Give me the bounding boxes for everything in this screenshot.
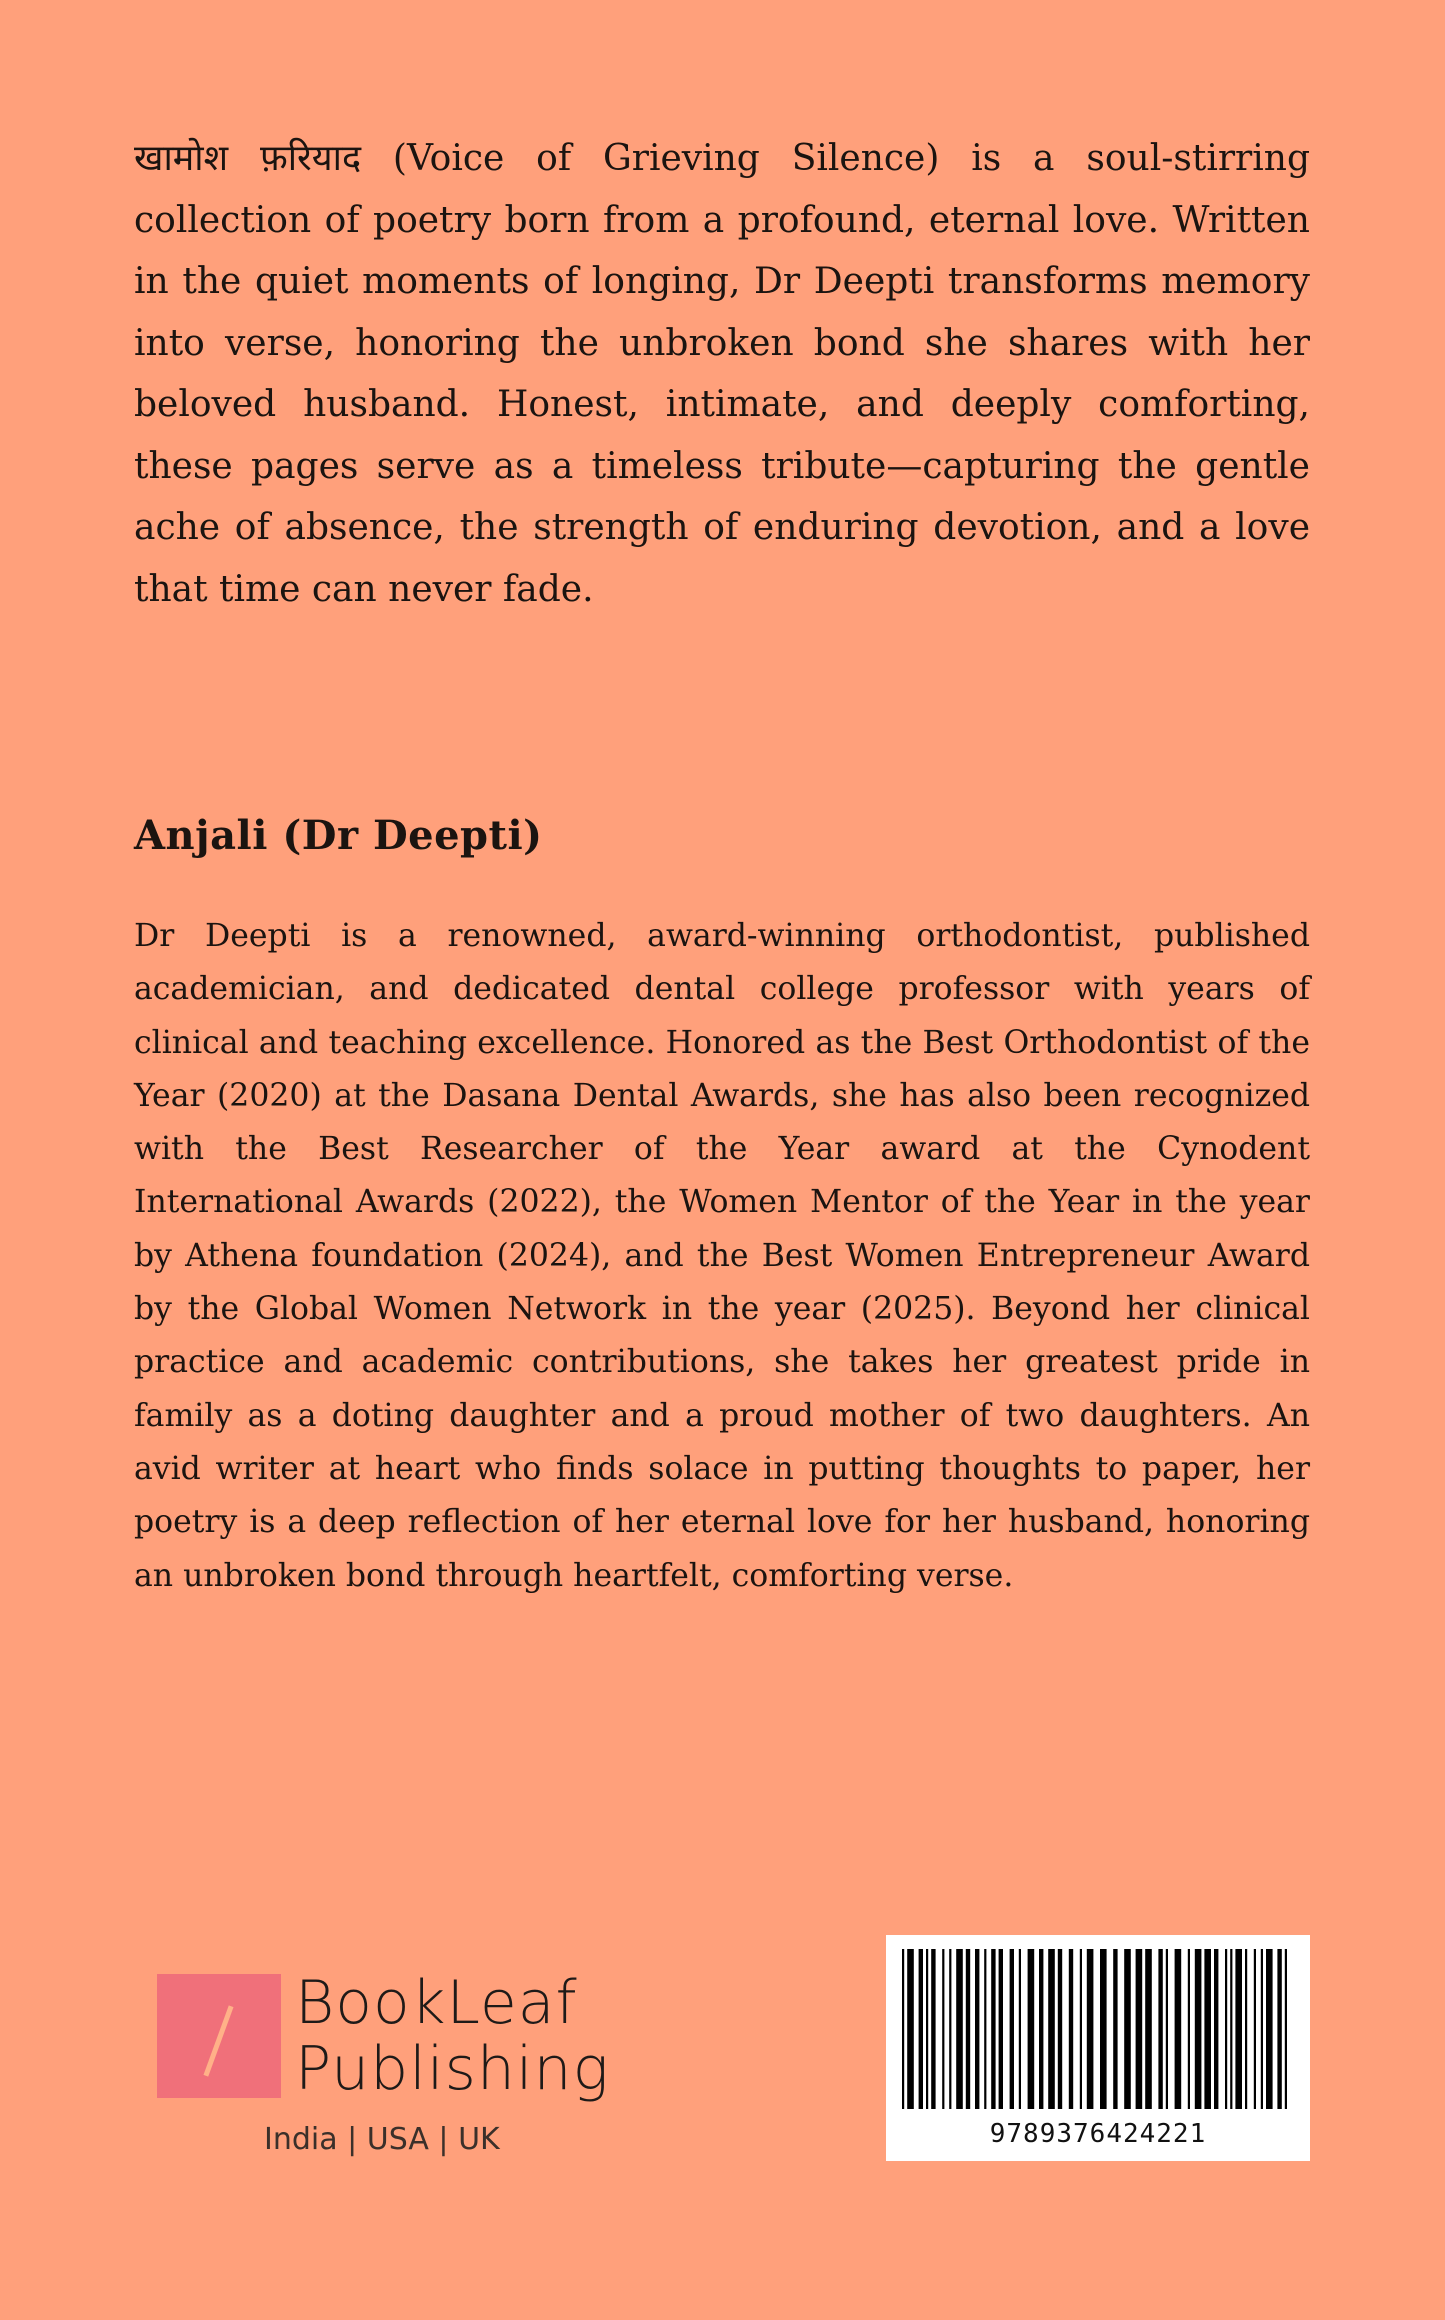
publisher-logo-mark xyxy=(157,1974,281,2098)
barcode-bar xyxy=(1039,1949,1043,2109)
barcode-bar xyxy=(1277,1949,1281,2109)
isbn-number: 9789376424221 xyxy=(989,2119,1207,2149)
barcode-bar xyxy=(975,1949,979,2109)
publisher-name-line2: Publishing xyxy=(295,2034,610,2104)
barcode-bar xyxy=(1124,1949,1131,2109)
barcode-bar xyxy=(1058,1949,1062,2109)
publisher-name-line1: BookLeaf xyxy=(295,1968,578,2038)
barcode-bar xyxy=(1195,1949,1202,2109)
barcode-bar xyxy=(1175,1949,1182,2109)
barcode-icon xyxy=(900,1949,1296,2109)
barcode-bar xyxy=(956,1949,963,2109)
publisher-name xyxy=(295,1970,610,2102)
publisher-countries: India | USA | UK xyxy=(264,2122,500,2157)
barcode-bar xyxy=(1069,1949,1073,2109)
author-bio: Dr Deepti is a renowned, award-winning orthodontist, published academician, and dedicated dental college professor with years of clinical and teaching excellence. Honored as the Best Orthodontist of the Year (2020) at the Dasana Dental Awards, she has also been recognized with the Best Researcher of the Year award at the Cynodent International Awards (2022), the Women Mentor of the Year in the year by Athena foundation (2024), and the Best Women Entrepreneur Award by the Global Women Network in the year (2025). Beyond her clinical practice and academic contributions, she takes her greatest pride in family as a doting daughter and a proud mother of two daughters. An avid writer at heart who finds solace in putting thoughts to paper, her poetry is a deep reflection of her eternal love for her husband, honoring an unbroken bond through heartfelt, comforting verse. xyxy=(134,918,1310,1594)
barcode-bar xyxy=(1235,1949,1242,2109)
barcode-bar xyxy=(1136,1949,1143,2109)
barcode-bar xyxy=(1204,1949,1211,2109)
barcode-bar xyxy=(1019,1949,1021,2109)
publisher-logo xyxy=(157,1970,617,2170)
barcode-bar xyxy=(902,1949,904,2109)
barcode-bar xyxy=(1261,1949,1263,2109)
barcode-bar xyxy=(1048,1949,1055,2109)
barcode-bar xyxy=(919,1949,923,2109)
barcode-bar xyxy=(1285,1949,1287,2109)
barcode-bar xyxy=(1230,1949,1232,2109)
barcode-bar xyxy=(1166,1949,1168,2109)
barcode-bar xyxy=(1225,1949,1227,2109)
barcode-bar xyxy=(1113,1949,1117,2109)
barcode-bar xyxy=(966,1949,970,2109)
barcode-bar xyxy=(1245,1949,1247,2109)
barcode-bar xyxy=(1266,1949,1273,2109)
barcode-bar xyxy=(999,1949,1003,2109)
barcode-bar xyxy=(1080,1949,1082,2109)
barcode-bar xyxy=(949,1949,951,2109)
book-blurb: खामोश फ़रियाद (Voice of Grieving Silence) is a soul-stirring collection of poetry born from a profound, eternal love. Written in the quiet moments of longing, Dr Deepti transforms memory into verse, honoring the unbroken bond she shares with her beloved husband. Honest, intimate, and deeply comforting, these pages serve as a timeless tribute—capturing the gentle ache of absence, the strength of enduring devotion, and a love that time can never fade. xyxy=(134,138,1310,610)
barcode-bar xyxy=(1254,1949,1256,2109)
barcode-bar xyxy=(907,1949,914,2109)
barcode-bar xyxy=(1188,1949,1190,2109)
barcode-bar xyxy=(991,1949,995,2109)
barcode-bar xyxy=(1214,1949,1218,2109)
barcode-bar xyxy=(926,1949,928,2109)
barcode-bar xyxy=(1010,1949,1014,2109)
barcode-bar xyxy=(1158,1949,1162,2109)
isbn-barcode xyxy=(886,1935,1310,2161)
slash-icon xyxy=(203,2005,233,2076)
barcode-bar xyxy=(1145,1949,1152,2109)
barcode-bar xyxy=(984,1949,986,2109)
barcode-bar xyxy=(1100,1949,1107,2109)
author-name: Anjali (Dr Deepti) xyxy=(134,812,543,859)
barcode-bar xyxy=(1087,1949,1094,2109)
barcode-bar xyxy=(942,1949,944,2109)
barcode-bar xyxy=(931,1949,935,2109)
barcode-bar xyxy=(1028,1949,1035,2109)
